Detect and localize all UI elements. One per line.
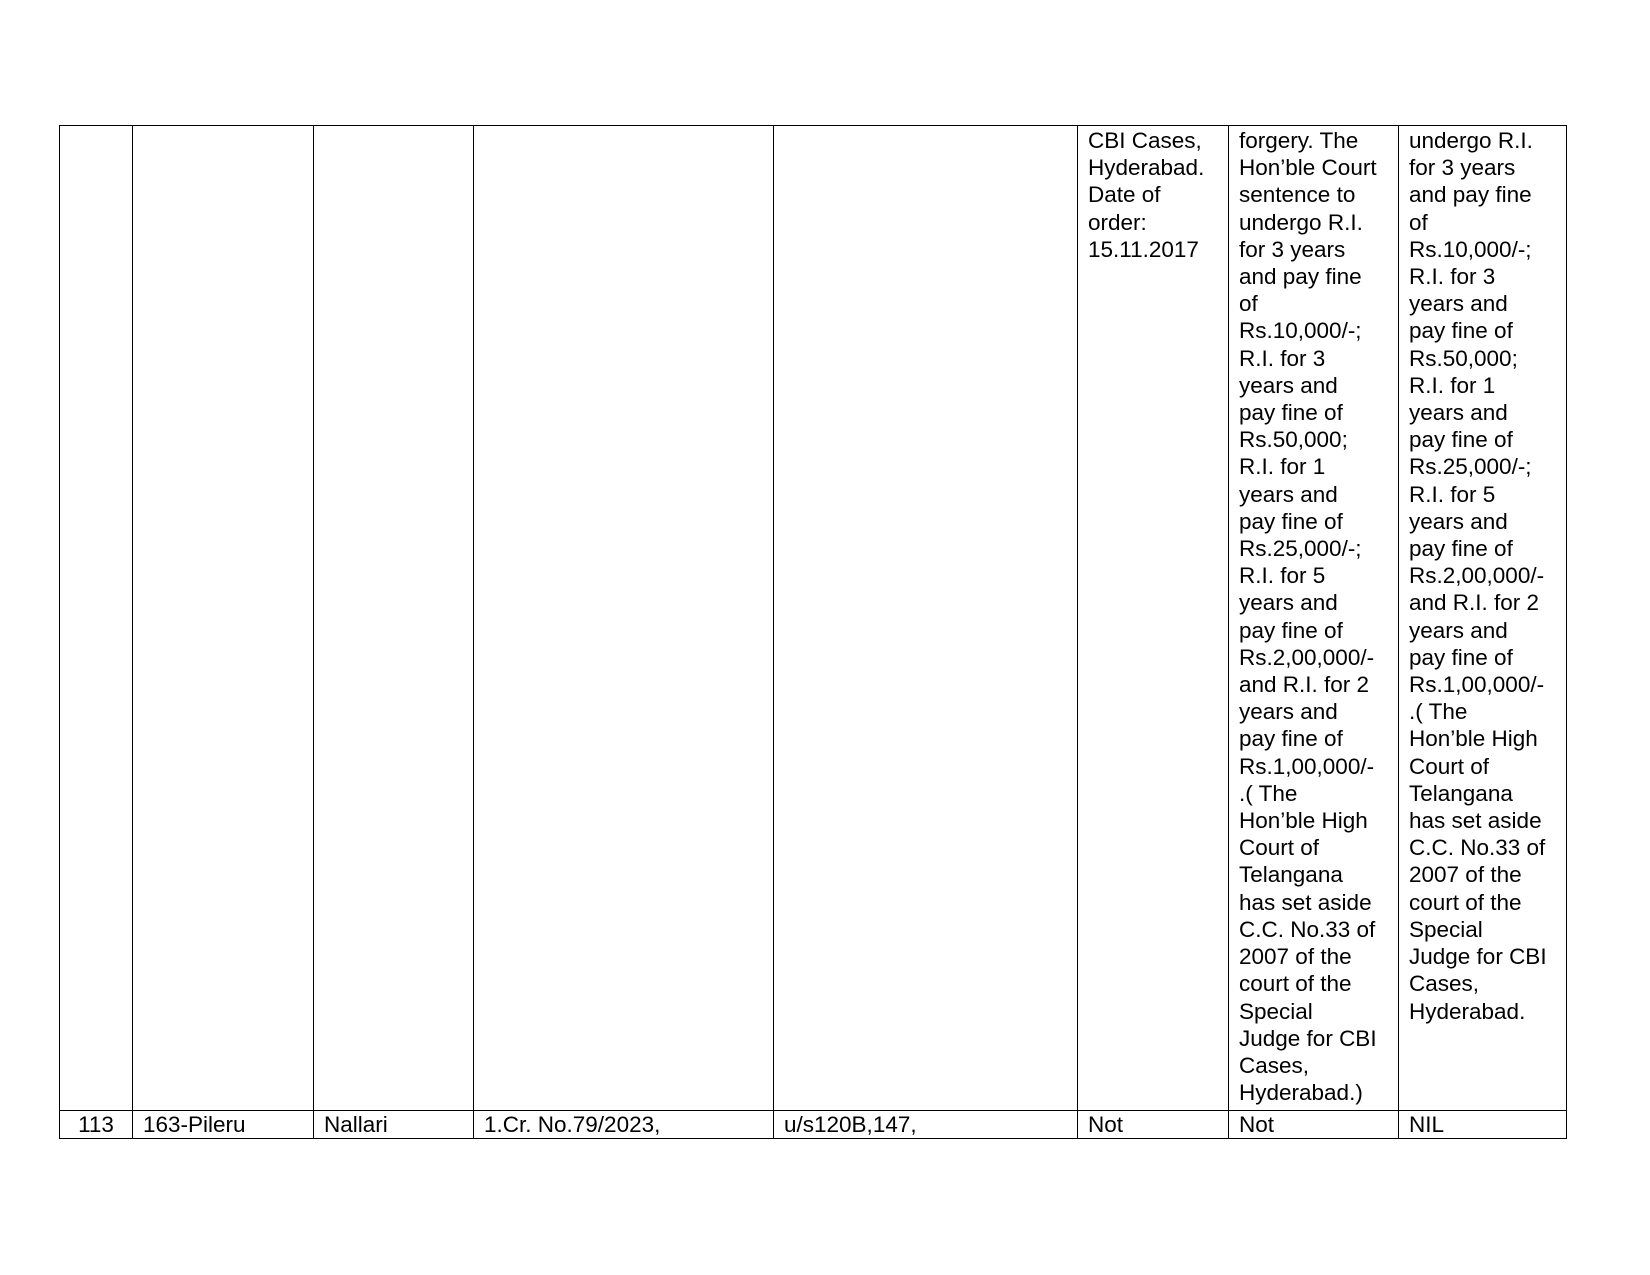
case-details-cell: 1.Cr. No.79/2023, (474, 1111, 774, 1139)
conviction-details-cell: forgery. The Hon’ble Court sentence to undergo R.I. for 3 years and pay fine of Rs.10,000/-; R.I. for 3 years and pay fine of Rs.50,000; R.I. for 1 years and pay fine of Rs.25,000/-; R.I. for 5 years and pay fine of Rs.2,00,000/- and R.I. for 2 years and pay fine of Rs.1,00,000/- .( The Hon’ble High Court of Telangana has set aside C.C. No.33 of 2007 of the court of the Special Judge for CBI Cases, Hyderabad.) (1229, 126, 1399, 1111)
table-row (60, 1111, 1567, 1139)
candidate-cell: Nallari (314, 1111, 474, 1139)
affidavit-cases-table (59, 125, 1567, 1139)
punishment-cell: undergo R.I. for 3 years and pay fine of Rs.10,000/-; R.I. for 3 years and pay fine of Rs.50,000; R.I. for 1 years and pay fine of Rs.25,000/-; R.I. for 5 years and pay fine of Rs.2,00,000/- and R.I. for 2 years and pay fine of Rs.1,00,000/- .( The Hon’ble High Court of Telangana has set aside C.C. No.33 of 2007 of the court of the Special Judge for CBI Cases, Hyderabad. (1399, 126, 1567, 1111)
sections-cell (774, 126, 1078, 1111)
case-details-cell (474, 126, 774, 1111)
conviction-details-cell: Not (1229, 1111, 1399, 1139)
sections-cell: u/s120B,147, (774, 1111, 1078, 1139)
court-order-cell: Not (1078, 1111, 1229, 1139)
serial-number-cell: 113 (60, 1111, 133, 1139)
constituency-cell (133, 126, 314, 1111)
table-row (60, 126, 1567, 1111)
punishment-cell: NIL (1399, 1111, 1567, 1139)
serial-number-cell (60, 126, 133, 1111)
constituency-cell: 163-Pileru (133, 1111, 314, 1139)
candidate-cell (314, 126, 474, 1111)
court-order-cell: CBI Cases, Hyderabad. Date of order: 15.11.2017 (1078, 126, 1229, 1111)
